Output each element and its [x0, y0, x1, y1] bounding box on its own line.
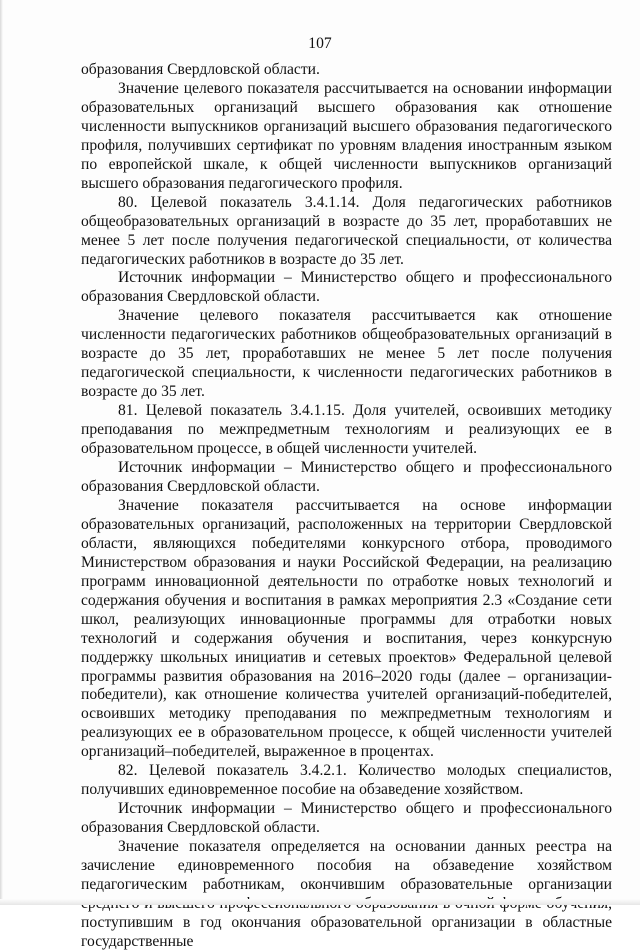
scan-edge [0, 0, 3, 905]
paragraph-item-80: 80. Целевой показатель 3.4.1.14. Доля педагогических работников общеобразовательных организаций в возрасте до 35 лет, проработавших не менее 5 лет после получения педагогической специальности, от количества педагогических работников в возрасте до 35 лет. [81, 193, 612, 268]
paragraph-continuation: образования Свердловской области. [81, 61, 320, 78]
paragraph: Значение показателя рассчитывается на основе информации образовательных организаций, расположенных на территории Свердловской области, являющихся победителями конкурсного отбора, проводимого Министерством образования и науки Российской Федерации, на реализацию программ инновационной деятельности по отработке новых технологий и содержания обучения и воспитания в рамках мероприятия 2.3 «Создание сети школ, реализующих инновационные программы для отработки новых технологий и содержания обучения и воспитания, через конкурсную поддержку школьных инициатив и сетевых проектов» Федеральной целевой программы развития образования на 2016–2020 годы (далее – организации-победители), как отношение количества учителей организаций-победителей, освоивших методику преподавания по межпредметным технологиям и реализующих ее в образовательном процессе, к общей численности учителей организаций–победителей, выраженное в процентах. [81, 496, 612, 761]
paragraph-item-82: 82. Целевой показатель 3.4.2.1. Количество молодых специалистов, получивших единовременное пособие на обзаведение хозяйством. [81, 762, 612, 799]
paragraph: Значение целевого показателя рассчитывается на основании информации образовательных организаций высшего образования как отношение численности выпускников организаций высшего образования педагогического профиля, получивших сертификат по уровням владения иностранным языком по европейской шкале, к общей численности выпускников организаций высшего образования педагогического профиля. [81, 79, 612, 192]
paragraph: Источник информации – Министерство общего и профессионального образования Свердловской области. [81, 459, 612, 495]
paragraph: Значение целевого показателя рассчитывается как отношение численности педагогических работников общеобразовательных организаций в возрасте до 35 лет, проработавших не менее 5 лет после получения педагогической специальности, к численности педагогических работников в возрасте до 35 лет. [81, 307, 612, 401]
body-text [81, 61, 612, 952]
paragraph-item-81: 81. Целевой показатель 3.4.1.15. Доля учителей, освоивших методику преподавания по межпредметным технологиям и реализующих ее в образовательном процессе, в общей численности учителей. [81, 402, 612, 458]
paragraph: Значение показателя определяется на основании данных реестра на зачисление единовременного пособия на обзаведение хозяйством педагогическим работникам, окончившим образовательные организации поступившим в год окончания образовательной организации в областные государственные [81, 838, 612, 950]
paragraph: Источник информации – Министерство общего и профессионального образования Свердловской области. [81, 800, 612, 837]
page-number: 107 [308, 35, 332, 52]
paragraph: Источник информации – Министерство общего и профессионального образования Свердловской области. [81, 269, 612, 306]
scan-bottom-edge [0, 899, 640, 905]
